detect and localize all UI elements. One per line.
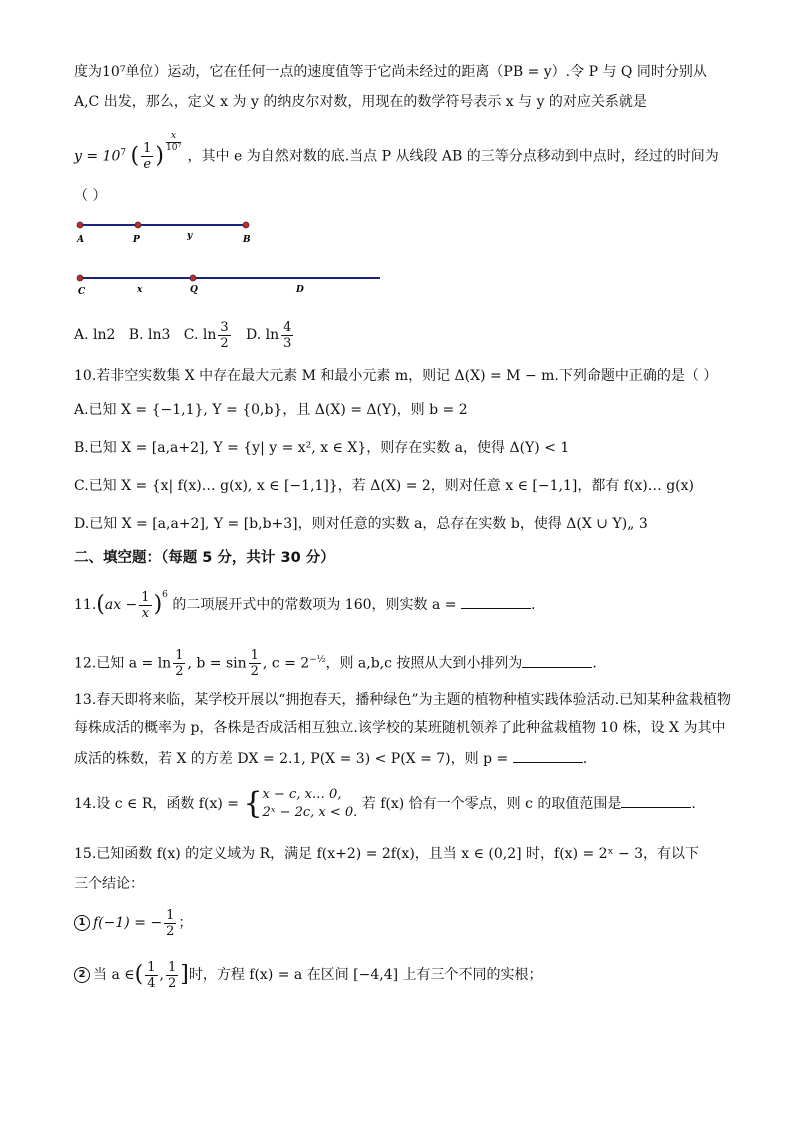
- q14-cases: [263, 786, 358, 822]
- q12-frac2: [249, 649, 261, 678]
- q15-c2-den1: 4: [147, 975, 156, 991]
- q12-p3: , c = 2: [262, 655, 310, 672]
- q9-line2: A,C 出发，那么，定义 x 为 y 的纳皮尔对数，用现在的数学符号表示 x 与 y 的对应关系就是: [74, 94, 647, 110]
- q15-c2-frac1: [145, 961, 157, 990]
- q11-exp: 6: [162, 590, 168, 600]
- q14-p2: 若 f(x) 恰有一个零点，则 c 的取值范围是: [361, 796, 622, 812]
- q12-p3-exp: −½: [309, 655, 326, 665]
- q14-p1: 14.设 c ∈ R，函数 f(x) =: [74, 796, 239, 812]
- section-fill-in-title: 二、填空题：（每题 5 分，共计 30 分）: [74, 550, 335, 566]
- q12-answer-blank[interactable]: [522, 653, 592, 668]
- q9-options: [74, 314, 754, 356]
- q10-option-d: D.已知 X = [a,a+2], Y = [b,b+3]，则对任意的实数 a，总存在实数 b，使得 Δ(X ∪ Y)„ 3: [74, 516, 648, 532]
- label-d: D: [296, 285, 304, 294]
- q15-c2-mark: 2: [74, 967, 90, 983]
- label-q: Q: [190, 285, 198, 294]
- q15-conclusion1: [74, 902, 754, 944]
- q12-p4: ，则 a,b,c 按照从大到小排列为: [325, 655, 523, 672]
- q9-outer-exp: [166, 132, 181, 153]
- q11-prefix: 11.: [74, 597, 97, 613]
- option-b: B. ln3: [128, 327, 171, 343]
- q14-answer-blank[interactable]: [621, 793, 691, 808]
- q9-paren-open: (: [130, 143, 140, 169]
- q15-c1-frac: [164, 909, 176, 938]
- q14-case2: 2ˣ − 2c, x < 0.: [262, 805, 358, 820]
- q15-c1-end: ；: [178, 915, 193, 931]
- q10-stem: 10.若非空实数集 X 中存在最大元素 M 和最小元素 m，则记 Δ(X) = M − m.下列命题中正确的是（ ）: [74, 368, 718, 384]
- q11: [74, 580, 754, 630]
- option-d-den: 3: [283, 335, 292, 351]
- option-d-num: 4: [283, 319, 292, 335]
- q13-line1: 13.春天即将来临，某学校开展以“拥抱春天，播种绿色”为主题的植物种植实践体验活动.已知某种盆栽植物: [74, 692, 732, 708]
- q13-answer-blank[interactable]: [513, 748, 583, 763]
- label-x: x: [137, 285, 143, 294]
- q9-frac-num: 1: [143, 141, 152, 157]
- q15-conclusion2: 2 当 a ∈( $\frac{1}{4}$ , $\frac{1}{2}$ ]时，方程 f(x) = a 在区间 [−4,4] 上有三个不同的实根；: [74, 952, 754, 998]
- q12-end: .: [592, 655, 597, 672]
- point-b: [243, 222, 249, 228]
- q9-frac: [141, 142, 153, 171]
- q9-outer-exp-num: x: [166, 132, 181, 143]
- q10-option-c: C.已知 X = {x| f(x)… g(x), x ∈ [−1,1]}，若 Δ(X) = 2，则对任意 x ∈ [−1,1]，都有 f(x)… g(x): [74, 478, 694, 494]
- option-a: A. ln2: [74, 327, 116, 343]
- option-c-frac: [218, 321, 230, 350]
- q12-f1-num: 1: [175, 648, 184, 664]
- q13-line2: 每株成活的概率为 p，各株是否成活相互独立.该学校的某班随机领养了此种盆栽植物 10 株，设 X 为其中: [74, 720, 726, 736]
- q11-answer-blank[interactable]: [461, 594, 531, 609]
- q11-paren-open: (: [96, 592, 105, 617]
- label-c: C: [78, 287, 86, 294]
- q15-line2: 三个结论：: [74, 876, 144, 892]
- point-p: [135, 222, 141, 228]
- q15-c2-bracket: ]: [180, 962, 189, 987]
- q9-line1: 度为10⁷单位）运动，它在任何一点的速度值等于它尚未经过的距离（PB = y）.令 P 与 Q 同时分别从: [74, 64, 707, 80]
- option-d: D. ln: [245, 327, 280, 343]
- q11-frac-num: 1: [141, 589, 150, 605]
- q13-line3: [74, 748, 754, 769]
- q14-brace: {: [243, 786, 263, 821]
- q9-paren: （ ）: [74, 188, 107, 204]
- q11-paren-close: ): [153, 592, 163, 617]
- q12-p2: , b = sin: [187, 655, 247, 672]
- q11-expr: ax −: [104, 597, 138, 613]
- q11-rest: 的二项展开式中的常数项为 160，则实数 a =: [172, 597, 461, 613]
- q12-frac1: [173, 649, 185, 678]
- q11-frac-den: x: [141, 605, 150, 621]
- q15-c2-p2: 时，方程 f(x) = a 在区间 [−4,4] 上有三个不同的实根；: [188, 967, 543, 983]
- q15-c1-text: f(−1) = −: [93, 915, 163, 931]
- q9-paren-close: ): [155, 143, 165, 169]
- q10-option-a: A.已知 X = {−1,1}, Y = {0,b}，且 Δ(X) = Δ(Y)，则 b = 2: [74, 402, 468, 418]
- label-b: B: [243, 235, 251, 245]
- q14-case1: x − c, x… 0,: [262, 787, 342, 802]
- option-d-frac: [281, 321, 293, 350]
- point-c: [77, 275, 83, 281]
- q15-c1-num: 1: [166, 907, 175, 923]
- q9-formula-line: [74, 128, 754, 178]
- option-c-num: 3: [220, 319, 229, 335]
- point-q: [190, 275, 196, 281]
- q13-end: .: [582, 751, 588, 767]
- q11-frac: [139, 591, 151, 620]
- option-c: C. ln: [183, 327, 217, 343]
- q15-c1-den: 2: [166, 923, 175, 939]
- q15-line1: 15.已知函数 f(x) 的定义域为 R，满足 f(x+2) = 2f(x)，且当 x ∈ (0,2] 时，f(x) = 2ˣ − 3，有以下: [74, 846, 700, 862]
- q15-c1-mark: 1: [74, 915, 90, 931]
- q15-c2-p1: 当 a ∈: [93, 967, 135, 983]
- label-y: y: [187, 231, 193, 241]
- q14-end: .: [691, 796, 696, 812]
- q9-formula-exp: 7: [120, 148, 127, 158]
- q9-frac-den: e: [143, 157, 152, 173]
- q12-p1: 12.已知 a = ln: [74, 655, 172, 672]
- q11-end: .: [530, 597, 536, 613]
- option-c-den: 2: [220, 335, 229, 351]
- q14: [74, 782, 754, 826]
- q12-f1-den: 2: [175, 664, 184, 680]
- q12-f2-den: 2: [250, 664, 259, 680]
- q13-line3-text: 成活的株数，若 X 的方差 DX = 2.1, P(X = 3) < P(X = 7)，则 p =: [74, 751, 513, 767]
- q15-c2-num1: 1: [147, 959, 156, 975]
- q9-diagram: [72, 214, 392, 294]
- q15-c2-frac2: [166, 961, 178, 990]
- q15-c2-num2: 1: [167, 959, 177, 975]
- q10-option-b: B.已知 X = [a,a+2], Y = {y| y = x², x ∈ X}，则存在实数 a，使得 Δ(Y) < 1: [74, 440, 570, 456]
- q9-formula-prefix: y = 10: [74, 148, 121, 165]
- q15-c2-paren: (: [134, 962, 144, 987]
- q9-line3-text: ，其中 e 为自然对数的底.当点 P 从线段 AB 的三等分点移动到中点时，经过的时间为: [187, 148, 719, 165]
- q15-c2-den2: 2: [167, 975, 177, 991]
- q12-f2-num: 1: [250, 648, 259, 664]
- point-a: [77, 222, 83, 228]
- label-p: P: [133, 235, 140, 245]
- label-a: A: [77, 235, 84, 245]
- q9-outer-exp-den: 10⁷: [166, 143, 182, 153]
- q12: [74, 638, 754, 682]
